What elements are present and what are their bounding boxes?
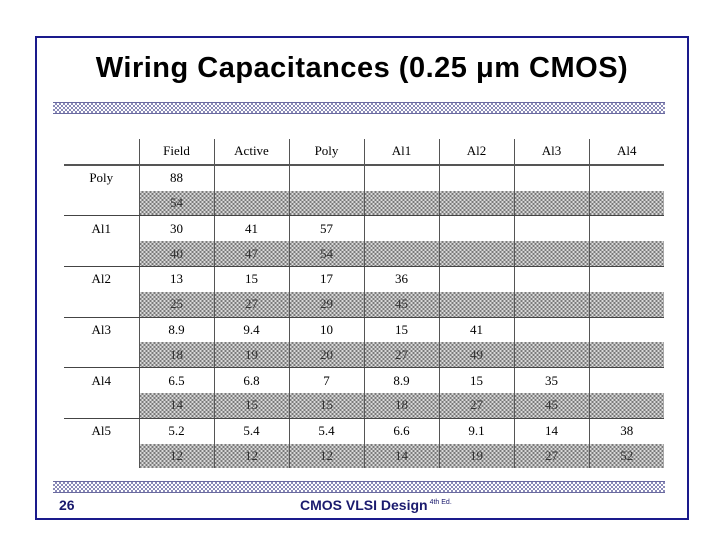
row-label (64, 191, 139, 216)
fringe-capacitance-cell: 54 (139, 191, 214, 216)
area-capacitance-cell: 15 (364, 317, 439, 342)
area-capacitance-cell (364, 216, 439, 241)
area-capacitance-cell: 17 (289, 266, 364, 291)
row-label: Al1 (64, 216, 139, 241)
fringe-capacitance-cell (514, 292, 589, 317)
fringe-capacitance-cell: 27 (514, 444, 589, 469)
fringe-capacitance-cell: 45 (514, 393, 589, 418)
table-row (64, 191, 664, 216)
area-capacitance-cell (514, 317, 589, 342)
area-capacitance-cell: 5.2 (139, 418, 214, 443)
column-header: Al3 (514, 139, 589, 165)
area-capacitance-cell: 35 (514, 368, 589, 393)
fringe-capacitance-cell (364, 191, 439, 216)
fringe-capacitance-cell: 40 (139, 241, 214, 266)
row-label: Poly (64, 165, 139, 191)
area-capacitance-cell: 10 (289, 317, 364, 342)
table-row (64, 342, 664, 367)
row-label (64, 342, 139, 367)
area-capacitance-cell (589, 165, 664, 191)
table-row (64, 241, 664, 266)
fringe-capacitance-cell (214, 191, 289, 216)
area-capacitance-cell: 5.4 (214, 418, 289, 443)
area-capacitance-cell (514, 266, 589, 291)
area-capacitance-cell: 41 (439, 317, 514, 342)
area-capacitance-cell: 41 (214, 216, 289, 241)
fringe-capacitance-cell (514, 191, 589, 216)
row-label (64, 292, 139, 317)
area-capacitance-cell: 8.9 (364, 368, 439, 393)
fringe-capacitance-cell: 29 (289, 292, 364, 317)
area-capacitance-cell (439, 266, 514, 291)
area-capacitance-cell: 36 (364, 266, 439, 291)
table-row (64, 444, 664, 469)
area-capacitance-cell: 14 (514, 418, 589, 443)
area-capacitance-cell (589, 317, 664, 342)
fringe-capacitance-cell: 27 (214, 292, 289, 317)
table-row (64, 418, 664, 443)
area-capacitance-cell (514, 216, 589, 241)
book-edition: 4th Ed. (429, 499, 452, 507)
area-capacitance-cell (439, 165, 514, 191)
header-corner (64, 139, 139, 165)
area-capacitance-cell: 6.8 (214, 368, 289, 393)
area-capacitance-cell (589, 368, 664, 393)
fringe-capacitance-cell: 18 (139, 342, 214, 367)
fringe-capacitance-cell (364, 241, 439, 266)
fringe-capacitance-cell: 19 (439, 444, 514, 469)
fringe-capacitance-cell (514, 342, 589, 367)
fringe-capacitance-cell (439, 241, 514, 266)
fringe-capacitance-cell: 27 (439, 393, 514, 418)
table-row (64, 165, 664, 191)
fringe-capacitance-cell: 12 (289, 444, 364, 469)
fringe-capacitance-cell: 14 (364, 444, 439, 469)
page-number: 26 (59, 497, 75, 513)
area-capacitance-cell: 15 (214, 266, 289, 291)
fringe-capacitance-cell (589, 292, 664, 317)
title-divider (53, 102, 665, 114)
fringe-capacitance-cell (589, 191, 664, 216)
fringe-capacitance-cell (289, 191, 364, 216)
fringe-capacitance-cell: 47 (214, 241, 289, 266)
column-header: Poly (289, 139, 364, 165)
fringe-capacitance-cell: 52 (589, 444, 664, 469)
row-label (64, 241, 139, 266)
fringe-capacitance-cell: 19 (214, 342, 289, 367)
fringe-capacitance-cell: 54 (289, 241, 364, 266)
area-capacitance-cell: 88 (139, 165, 214, 191)
fringe-capacitance-cell (514, 241, 589, 266)
fringe-capacitance-cell: 12 (214, 444, 289, 469)
row-label: Al2 (64, 266, 139, 291)
fringe-capacitance-cell: 20 (289, 342, 364, 367)
table-row (64, 368, 664, 393)
footer-divider (53, 481, 665, 493)
fringe-capacitance-cell: 45 (364, 292, 439, 317)
area-capacitance-cell (589, 216, 664, 241)
fringe-capacitance-cell: 25 (139, 292, 214, 317)
fringe-capacitance-cell: 14 (139, 393, 214, 418)
row-label: Al3 (64, 317, 139, 342)
column-header: Al1 (364, 139, 439, 165)
area-capacitance-cell: 30 (139, 216, 214, 241)
fringe-capacitance-cell (589, 342, 664, 367)
row-label: Al5 (64, 418, 139, 443)
area-capacitance-cell: 15 (439, 368, 514, 393)
area-capacitance-cell: 9.4 (214, 317, 289, 342)
area-capacitance-cell (289, 165, 364, 191)
table-header-row (64, 139, 664, 165)
fringe-capacitance-cell: 27 (364, 342, 439, 367)
fringe-capacitance-cell (589, 393, 664, 418)
row-label (64, 393, 139, 418)
fringe-capacitance-cell: 12 (139, 444, 214, 469)
fringe-capacitance-cell: 49 (439, 342, 514, 367)
column-header: Al2 (439, 139, 514, 165)
fringe-capacitance-cell (439, 191, 514, 216)
fringe-capacitance-cell: 18 (364, 393, 439, 418)
area-capacitance-cell: 13 (139, 266, 214, 291)
row-label (64, 444, 139, 469)
fringe-capacitance-cell: 15 (214, 393, 289, 418)
column-header: Active (214, 139, 289, 165)
fringe-capacitance-cell: 15 (289, 393, 364, 418)
capacitance-table (64, 139, 664, 468)
area-capacitance-cell (214, 165, 289, 191)
book-name: CMOS VLSI Design (300, 497, 428, 513)
column-header: Al4 (589, 139, 664, 165)
table-row (64, 317, 664, 342)
area-capacitance-cell: 57 (289, 216, 364, 241)
area-capacitance-cell: 9.1 (439, 418, 514, 443)
area-capacitance-cell (364, 165, 439, 191)
table-row (64, 216, 664, 241)
table-row (64, 292, 664, 317)
area-capacitance-cell: 38 (620, 423, 634, 439)
area-capacitance-cell (589, 266, 664, 291)
book-title (300, 497, 452, 513)
area-capacitance-cell: 6.6 (364, 418, 439, 443)
area-capacitance-cell: 8.9 (139, 317, 214, 342)
area-capacitance-cell: 5.4 (289, 418, 364, 443)
area-capacitance-cell (514, 165, 589, 191)
slide-title: Wiring Capacitances (0.25 μm CMOS) (95, 52, 629, 84)
table-row (64, 393, 664, 418)
column-header: Field (139, 139, 214, 165)
area-capacitance-cell: 7 (289, 368, 364, 393)
area-capacitance-cell: 6.5 (139, 368, 214, 393)
table-row (64, 266, 664, 291)
fringe-capacitance-cell (589, 241, 664, 266)
area-capacitance-cell (439, 216, 514, 241)
fringe-capacitance-cell (439, 292, 514, 317)
row-label: Al4 (64, 368, 139, 393)
